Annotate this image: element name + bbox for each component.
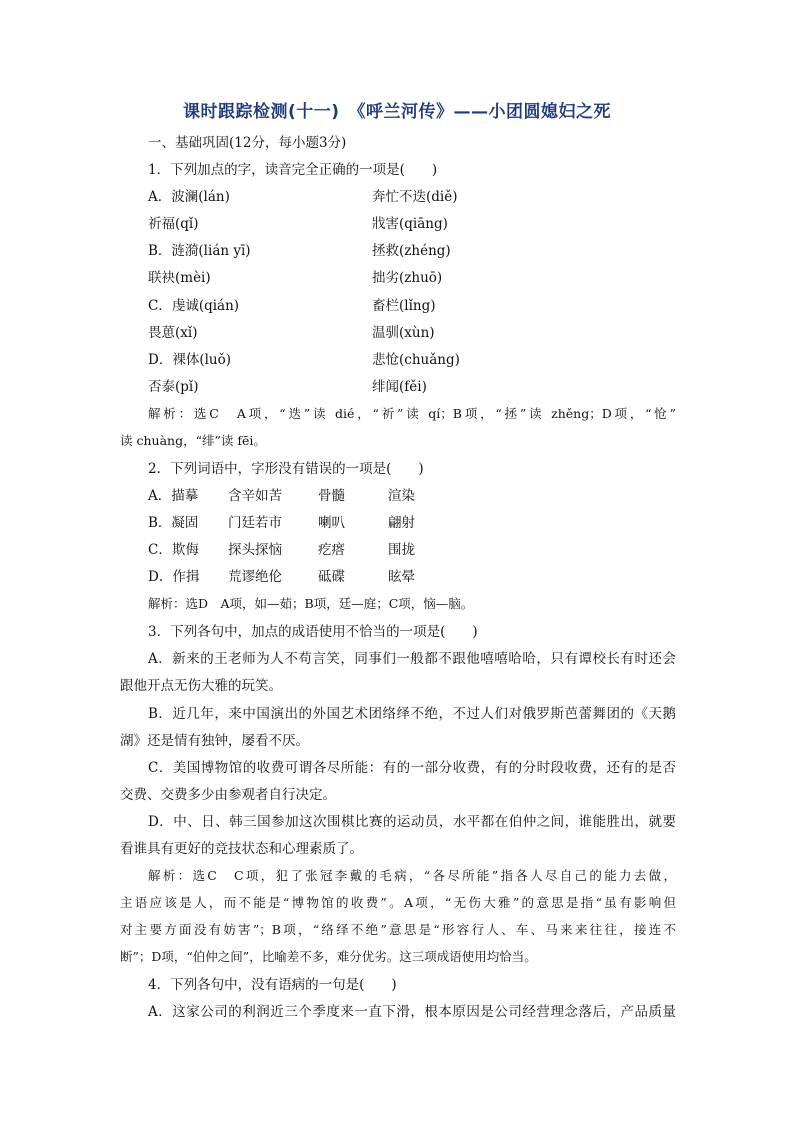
q2-word: A．描摹 <box>148 488 199 504</box>
q1-option: 联袂(mèi) <box>148 270 211 286</box>
page-title: 课时跟踪检测(十一) 《呼兰河传》——小团圆媳妇之死 <box>182 102 612 122</box>
q3-option-c-cont: 交费、交费多少由参观者自行决定。 <box>120 787 336 803</box>
q2-word: 砥碟 <box>318 569 345 585</box>
q1-option: 温驯(xùn) <box>372 325 435 341</box>
q2-word: 围拢 <box>388 542 415 558</box>
q2-word: D．作揖 <box>148 569 200 585</box>
q1-analysis-cont: 读 chuàng，“绯”读 fēi。 <box>120 433 266 448</box>
q1-option: 悲怆(chuǎng) <box>372 352 460 368</box>
q2-word: 探头探恼 <box>228 542 282 558</box>
q1-analysis: 解析：选C A项，“迭”读 dié，“祈”读 qí；B项，“拯”读 zhěng；D项，“怆” <box>148 406 676 421</box>
q3-analysis: 解析：选C C项，犯了张冠李戴的毛病，“各尽所能”指各人尽自己的能力去做， <box>148 868 676 883</box>
q3-option-a: A．新来的王老师为人不苟言笑，同事们一般都不跟他嘻嘻哈哈，只有谭校长有时还会 <box>148 651 676 667</box>
q3-analysis-cont: 对主要方面没有妨害”；B项，“络绎不绝”意思是“形容行人、车、马来来往往，接连不 <box>120 922 676 937</box>
q2-option-b <box>148 514 415 532</box>
q1-option: 绯闻(fěi) <box>372 379 427 395</box>
q3-option-d: D．中、日、韩三国参加这次围棋比赛的运动员，水平都在伯仲之间，谁能胜出，就要 <box>148 814 676 830</box>
q4-stem: 4．下列各句中，没有语病的一句是( ) <box>148 977 397 993</box>
q3-option-b-cont: 湖》还是情有独钟，屡看不厌。 <box>120 733 309 749</box>
q2-option-d <box>148 568 415 586</box>
q1-option: A．波澜(lán) <box>148 189 230 205</box>
section-heading: 一、基础巩固(12分，每小题3分) <box>148 135 347 151</box>
q1-option: 奔忙不迭(diě) <box>372 189 458 205</box>
q1-option: 拯救(zhéng) <box>372 243 451 259</box>
q1-option: 畏葸(xǐ) <box>148 325 198 341</box>
q1-option: 祈福(qǐ) <box>148 216 199 232</box>
q2-word: 骨髓 <box>318 488 345 504</box>
q2-analysis: 解析：选D A项，如—茹；B项，廷—庭；C项，恼—脑。 <box>148 596 474 611</box>
q2-word: 喇叭 <box>318 515 345 531</box>
q1-option: 戕害(qiāng) <box>372 216 448 232</box>
q2-option-c <box>148 541 415 559</box>
q2-word: 渲染 <box>388 488 415 504</box>
q1-option: 否泰(pǐ) <box>148 379 199 395</box>
q3-analysis-cont: 断”；D项，“伯仲之间”，比喻差不多，难分优劣。这三项成语使用均恰当。 <box>120 949 537 964</box>
q2-word: 含辛如苦 <box>228 488 282 504</box>
q3-option-a-cont: 跟他开点无伤大雅的玩笑。 <box>120 678 282 694</box>
q2-word: 门廷若市 <box>228 515 282 531</box>
q1-stem: 1．下列加点的字，读音完全正确的一项是( ) <box>148 162 438 178</box>
q3-option-d-cont: 看谁具有更好的竞技状态和心理素质了。 <box>120 841 363 857</box>
q3-option-b: B．近几年，来中国演出的外国艺术团络绎不绝，不过人们对俄罗斯芭蕾舞团的《天鹅 <box>148 706 676 722</box>
q3-option-c: C．美国博物馆的收费可谓各尽所能：有的一部分收费，有的分时段收费，还有的是否 <box>148 760 676 776</box>
q2-word: B．凝固 <box>148 515 199 531</box>
q2-option-a <box>148 487 415 505</box>
q4-option-a: A．这家公司的利润近三个季度来一直下滑，根本原因是公司经营理念落后，产品质量 <box>148 1004 676 1020</box>
q1-option: 畜栏(lǐng) <box>372 298 436 314</box>
q2-word: 疙瘩 <box>318 542 345 558</box>
q3-stem: 3．下列各句中，加点的成语使用不恰当的一项是( ) <box>148 624 478 640</box>
q2-stem: 2．下列词语中，字形没有错误的一项是( ) <box>148 461 424 477</box>
q1-option: 拙劣(zhuō) <box>372 270 443 286</box>
q1-option: C．虔诚(qián) <box>148 298 240 314</box>
q3-analysis-cont: 主语应该是人，而不能是“博物馆的收费”。A项，“无伤大雅”的意思是指“虽有影响但 <box>120 895 676 910</box>
q2-word: C．欺侮 <box>148 542 199 558</box>
q2-word: 翩射 <box>388 515 415 531</box>
q2-word: 荒谬绝伦 <box>228 569 282 585</box>
q2-word: 眩晕 <box>388 569 415 585</box>
q1-option: B．涟漪(lián yī) <box>148 243 251 259</box>
q1-option: D．裸体(luǒ) <box>148 352 231 368</box>
